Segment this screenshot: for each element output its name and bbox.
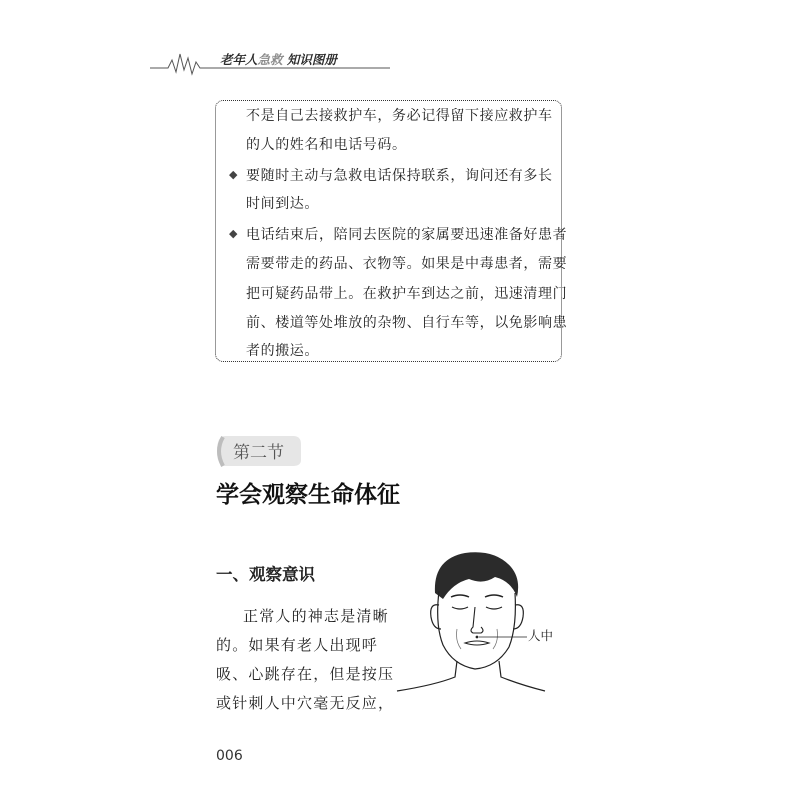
running-header <box>150 44 390 78</box>
note-line: 不是自己去接救护车，务必记得留下接应救护车 <box>246 108 553 124</box>
section-tag <box>213 434 303 468</box>
body-line: 的。如果有老人出现呼 <box>216 636 379 654</box>
note-line: 需要带走的药品、衣物等。如果是中毒患者，需要 <box>246 256 568 272</box>
note-line: 前、楼道等处堆放的杂物、自行车等，以免影响患 <box>246 315 568 331</box>
note-line: 要随时主动与急救电话保持联系，询问还有多长 <box>246 168 553 184</box>
note-line: 电话结束后，陪同去医院的家属要迅速准备好患者 <box>246 227 568 243</box>
book-title-part2: 知识图册 <box>286 52 337 67</box>
book-title <box>220 50 337 68</box>
note-line: 的人的姓名和电话号码。 <box>246 137 407 153</box>
note-line: 者的搬运。 <box>246 343 319 359</box>
philtrum-label: 人中 <box>528 628 554 643</box>
body-line: 正常人的神志是清晰 <box>243 607 389 625</box>
book-title-part1: 老年人 <box>220 52 258 67</box>
note-line: 把可疑药品带上。在救护车到达之前，迅速清理门 <box>246 286 568 302</box>
section-title: 学会观察生命体征 <box>216 482 400 508</box>
body-line: 或针刺人中穴毫无反应， <box>216 694 395 712</box>
note-line: 时间到达。 <box>246 196 319 212</box>
diamond-bullet-icon: ◆ <box>229 168 238 181</box>
diamond-bullet-icon: ◆ <box>229 227 238 240</box>
face-illustration <box>395 545 560 695</box>
subsection-heading: 一、观察意识 <box>216 565 315 584</box>
body-line: 吸、心跳存在，但是按压 <box>216 665 395 683</box>
page-number: 006 <box>216 748 243 764</box>
section-number: 第二节 <box>233 443 284 463</box>
book-title-accent: 急救 <box>257 52 283 67</box>
